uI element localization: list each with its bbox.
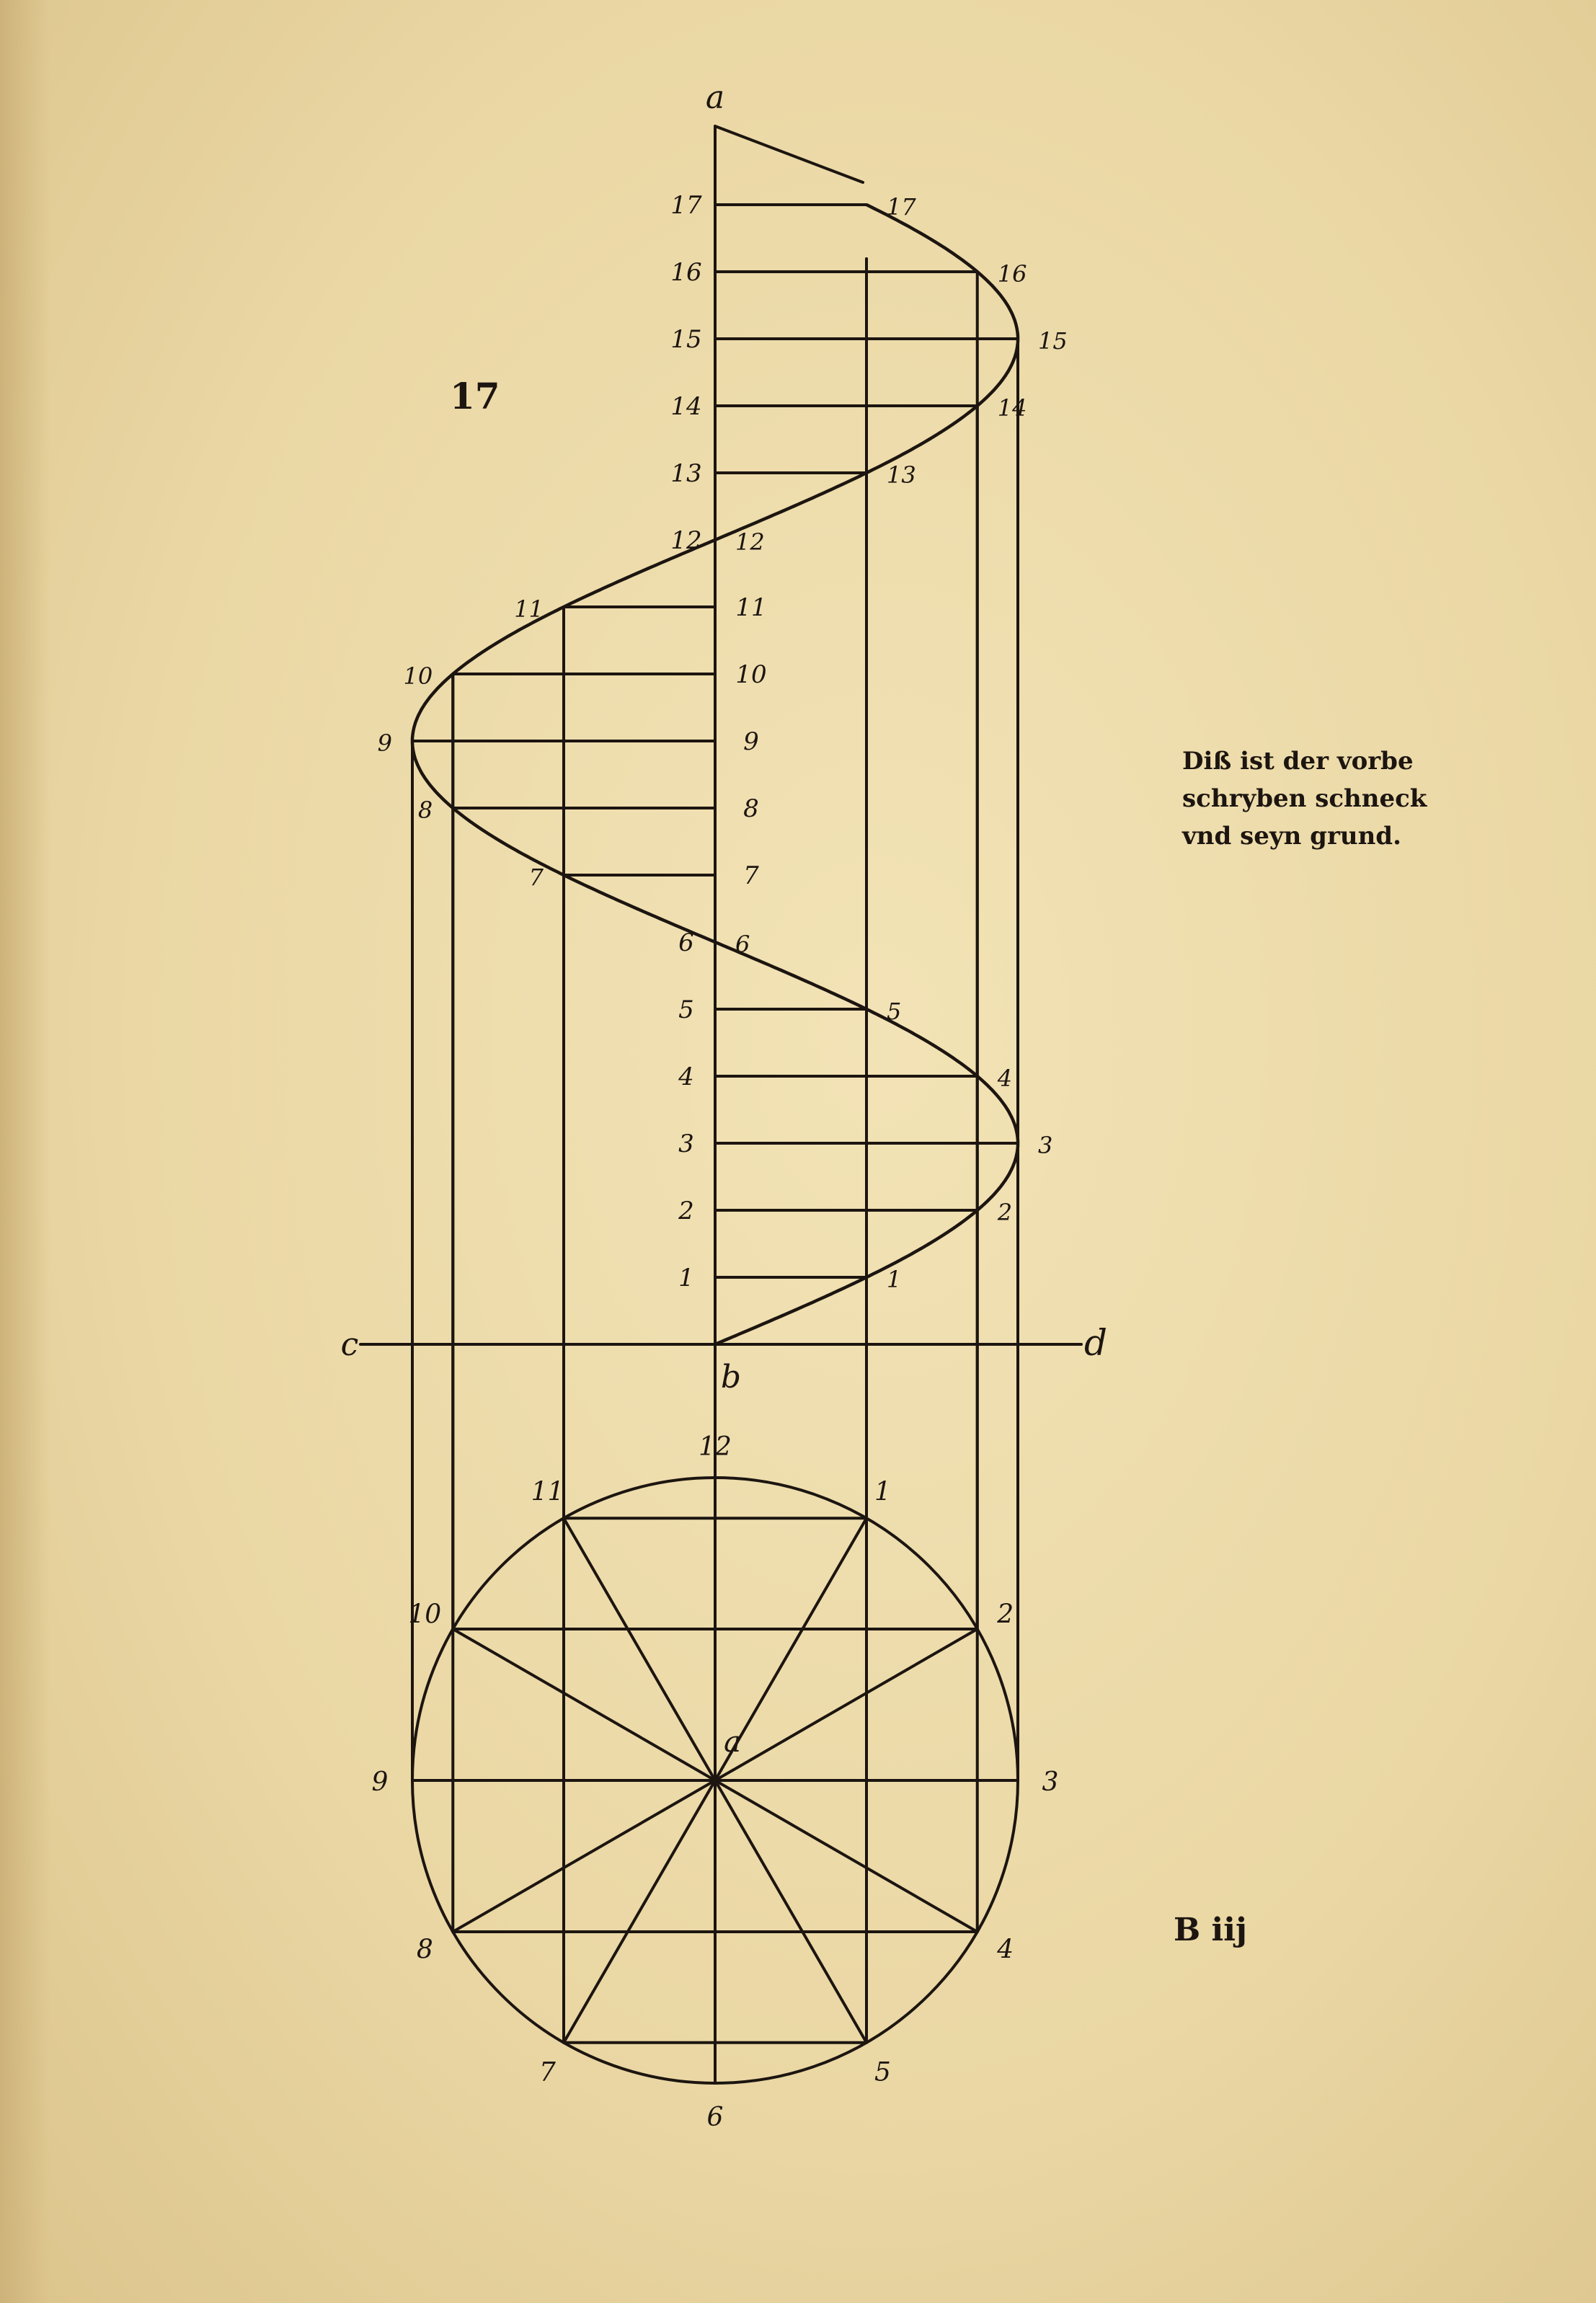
circle-point-label-2: 2 [997, 1599, 1014, 1630]
axis-tick-label-4: 4 [678, 1062, 694, 1091]
helix-point-label-1: 1 [887, 1266, 902, 1293]
axis-tick-label-3: 3 [678, 1130, 694, 1158]
axis-label-center: a [724, 1726, 741, 1759]
caption-line-2: schryben schneck [1182, 784, 1427, 813]
circle-point-label-5: 5 [874, 2057, 891, 2087]
axis-tick-label-10: 10 [735, 660, 767, 689]
circle-point-label-9: 9 [371, 1767, 389, 1797]
circle-point-label-12: 12 [699, 1432, 732, 1462]
figure-number: 17 [450, 375, 500, 417]
circle-point-label-8: 8 [416, 1935, 433, 1965]
axis-tick-label-7: 7 [743, 861, 759, 890]
helix-point-label-2: 2 [997, 1199, 1013, 1226]
axis-tick-label-11: 11 [735, 593, 767, 622]
circle-point-label-3: 3 [1042, 1767, 1059, 1797]
axis-label-d: d [1083, 1322, 1108, 1364]
circle-point-label-4: 4 [997, 1935, 1014, 1965]
axis-tick-label-1: 1 [678, 1264, 694, 1292]
helix-point-label-16: 16 [997, 260, 1027, 288]
axis-tick-label-8: 8 [743, 794, 759, 823]
helix-point-label-5: 5 [887, 998, 902, 1025]
top-connector-line [715, 126, 863, 182]
circle-point-label-1: 1 [874, 1477, 891, 1507]
helix-point-label-12: 12 [735, 528, 765, 556]
axis-tick-label-13: 13 [670, 459, 702, 488]
signature-mark: B iij [1174, 1912, 1247, 1948]
axis-tick-label-12: 12 [670, 526, 702, 555]
helix-point-label-17: 17 [887, 193, 916, 221]
circle-point-label-11: 11 [531, 1477, 564, 1507]
caption-line-1: Diß ist der vorbe [1182, 747, 1414, 776]
axis-tick-label-2: 2 [678, 1197, 694, 1225]
helix-point-label-11: 11 [514, 595, 544, 623]
helix-point-label-6: 6 [735, 931, 750, 958]
helix-point-label-15: 15 [1038, 327, 1068, 355]
helix-point-label-14: 14 [997, 394, 1027, 422]
helix-point-label-4: 4 [997, 1065, 1013, 1092]
axis-tick-label-9: 9 [743, 727, 759, 756]
axis-label-b: b [720, 1359, 742, 1395]
circle-point-label-10: 10 [408, 1599, 442, 1630]
axis-label-a: a [705, 79, 725, 116]
circle-point-label-6: 6 [706, 2103, 724, 2132]
axis-label-c: c [340, 1326, 359, 1363]
axis-tick-label-17: 17 [670, 191, 702, 220]
helix-point-label-3: 3 [1038, 1132, 1053, 1159]
helix-point-label-8: 8 [417, 796, 433, 824]
axis-tick-label-6: 6 [678, 928, 694, 957]
helix-point-label-13: 13 [887, 461, 916, 489]
axis-tick-label-14: 14 [670, 392, 702, 421]
caption [1182, 742, 1427, 855]
helix-point-label-7: 7 [528, 864, 544, 891]
axis-tick-label-15: 15 [670, 325, 702, 354]
axis-tick-label-5: 5 [678, 995, 694, 1024]
axis-tick-label-16: 16 [670, 258, 702, 287]
circle-point-label-7: 7 [539, 2057, 556, 2087]
helix-point-label-10: 10 [403, 662, 433, 690]
caption-line-3: vnd seyn grund. [1182, 822, 1401, 851]
helix-point-label-9: 9 [377, 729, 392, 757]
